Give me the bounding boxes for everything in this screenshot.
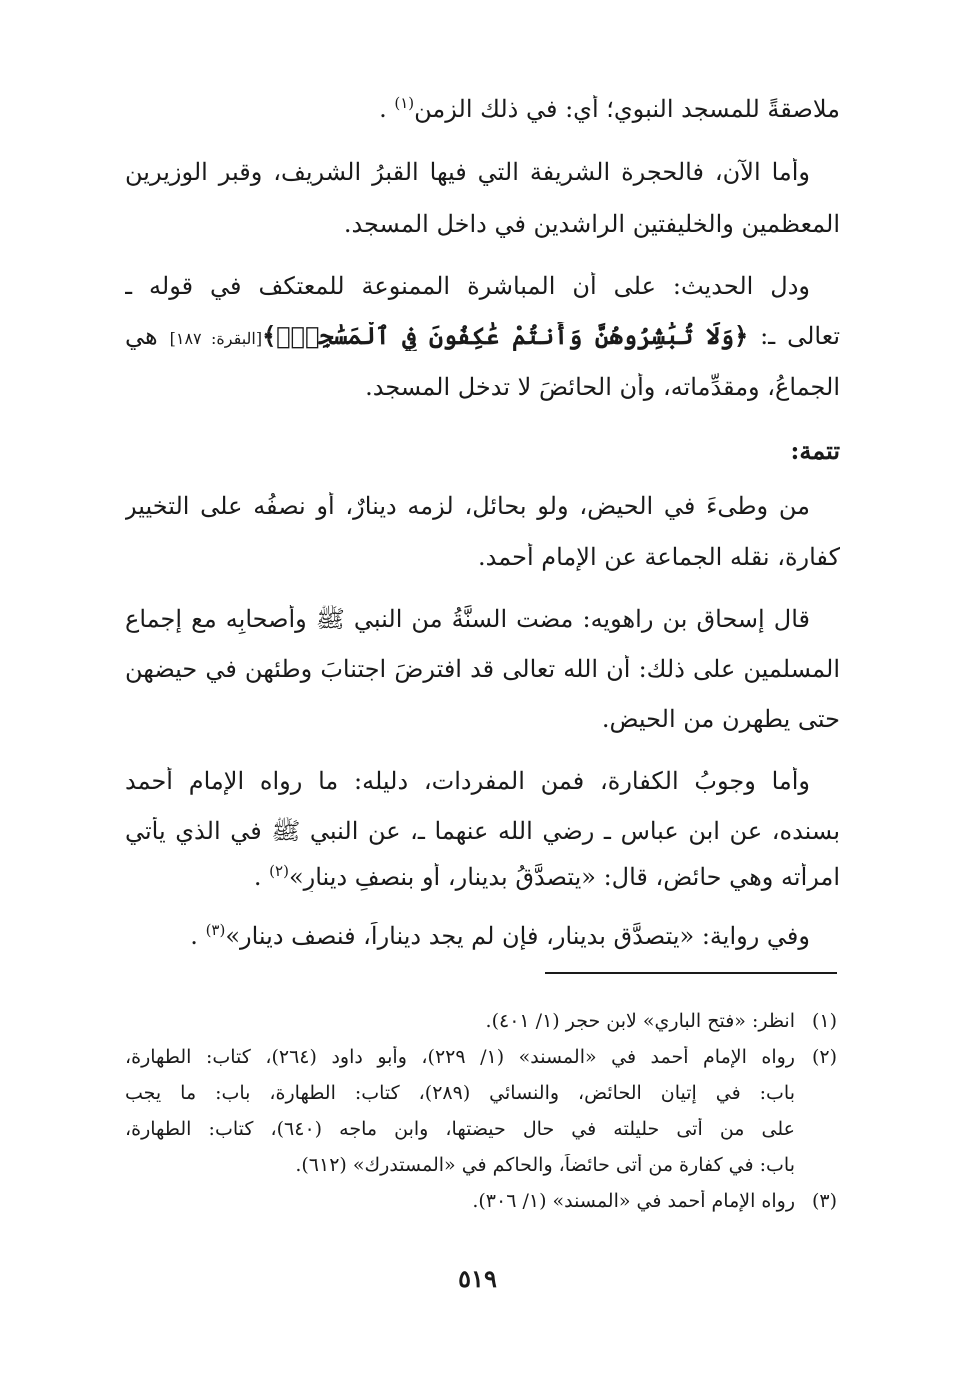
section-heading: تتمة: [790,437,840,465]
text-line-5: تعالى ـ: ﴿وَلَا تُبَٰشِرُوهُنَّ وَأَنتُمْ عَٰكِفُونَ فِي ٱلْمَسَٰجِدِۗ﴾[البقرة: ١٨٧] هي [125,322,840,350]
text-line-13: بسنده، عن ابن عباس ـ رضي الله عنهما ـ، عن النبي ﷺ في الذي يأتي [125,817,840,845]
text-line-2: وأما الآن، فالحجرة الشريفة التي فيها القبرُ الشريف، وقبر الوزيرين [125,158,810,186]
footnote-number-1: (١) [811,1010,837,1032]
footnote-number-3: (٣) [811,1190,837,1212]
text-line-14: امرأته وهي حائض، قال: «يتصدَّقُ بدينار، أو بنصفِ دينارٍ»$^{(٢)}$ . [253,863,840,891]
text-line-4: ودل الحديث: على أن المباشرة الممنوعة للمعتكف في قوله ـ [125,272,810,300]
footnote-marker-3[interactable]: (٣) [205,922,226,939]
text-line-3: المعظمين والخليفتين الراشدين في داخل المسجد. [343,210,840,238]
footnote-marker-1[interactable]: (١) [394,95,415,112]
text-line-7: من وطىءَ في الحيض، ولو بحائل، لزمه دينارٌ، أو نصفُه على التخيير [125,492,810,520]
text-line-9: قال إسحاق بن راهويه: مضت السنَّةُ من النبي ﷺ وأصحابِه مع إجماع [125,605,810,633]
footnote-divider [545,972,837,974]
page-number: ٥١٩ [458,1264,497,1293]
footnote-2-line-4: باب: في كفارة من أتى حائضاً، والحاكم في «المستدرك» (٦١٢). [295,1154,795,1176]
footnote-marker-2[interactable]: (٢) [269,863,289,880]
footnote-1: انظر: «فتح الباري» لابن حجر (١/ ٤٠١). [485,1010,795,1032]
text-line-6: الجماعُ، ومقدِّماته، وأن الحائضَ لا تدخل المسجد. [365,373,840,401]
quran-verse: ﴿وَلَا تُبَٰشِرُوهُنَّ وَأَنتُمْ عَٰكِفُونَ فِي ٱلْمَسَٰجِدِۗ﴾ [262,322,749,350]
text-line-12: وأما وجوبُ الكفارة، فمن المفردات، دليله: ما رواه الإمام أحمد [125,767,810,795]
text-line-10: المسلمين على ذلك: أن الله تعالى قد افترضَ اجتنابَ وطئهن في حيضهن [125,655,840,683]
footnote-number-2: (٢) [811,1046,837,1068]
footnote-2-line-2: باب: في إتيان الحائض، والنسائي (٢٨٩)، كتاب: الطهارة، باب: ما يجب [125,1082,795,1104]
text-line-15: وفي رواية: «يتصدَّق بدينار، فإن لم يجد ديناراً، فنصف دينار»$^{(٣)}$ . [190,922,810,950]
verse-reference: [البقرة: ١٨٧] [169,329,263,348]
text-line-8: كفارة، نقله الجماعة عن الإمام أحمد. [478,543,840,571]
text-line-11: حتى يطهرن من الحيض. [601,705,840,733]
footnote-2-line-3: على من أتى حليلته في حال حيضتها، وابن ماجه (٦٤٠)، كتاب: الطهارة، [125,1118,795,1140]
footnote-2-line-1: رواه الإمام أحمد في «المسند» (١/ ٢٢٩)، وأبو داود (٢٦٤)، كتاب: الطهارة، [125,1046,795,1068]
footnote-3: رواه الإمام أحمد في «المسند» (١/ ٣٠٦). [472,1190,795,1212]
text-line-1: ملاصقةً للمسجد النبوي؛ أي: في ذلك الزمن$^{(١)}$ . [379,95,840,123]
